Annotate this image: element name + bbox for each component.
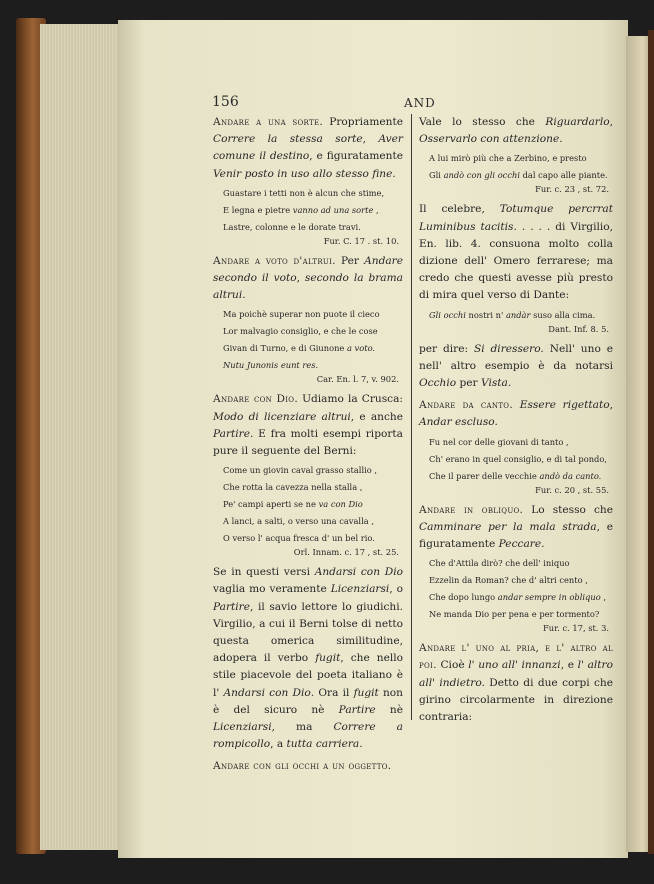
text-run: Licenziarsi: [213, 721, 272, 734]
text-run: Fur. c. 17, st. 3.: [543, 623, 609, 634]
text-run: , e figuratamente: [419, 520, 613, 551]
citation-reference: [213, 235, 399, 248]
dictionary-paragraph: [419, 201, 613, 304]
text-run: Occhio: [419, 377, 457, 390]
text-run: Udiamo la Crusca:: [298, 393, 403, 406]
text-run: l' altro all' indietro.: [419, 659, 613, 689]
dictionary-paragraph: [213, 564, 403, 753]
quotation-line: [223, 463, 403, 477]
text-run: Che dopo lungo: [429, 592, 498, 603]
text-run: Partire: [338, 703, 376, 716]
text-run: l' uno all' innanzi: [468, 659, 561, 672]
text-run: Per: [335, 254, 365, 267]
text-run: Detto di due corpi che girino circolarmente in direzione contraria:: [419, 676, 613, 724]
text-run: Partire: [213, 600, 251, 613]
text-run: Il celebre,: [419, 203, 500, 216]
text-run: Se in questi versi: [213, 566, 315, 579]
text-run: Fur. c. 23 , st. 72.: [535, 184, 609, 195]
text-run: fugit: [353, 686, 379, 699]
column-divider: [411, 114, 412, 720]
text-run: Che il parer delle vecchie: [429, 470, 540, 481]
quotation-line: [429, 151, 613, 165]
text-run: Car. En. l. 7, v. 902.: [316, 374, 399, 385]
quotation-line: [429, 452, 613, 466]
text-run: Correre a rompicollo: [213, 721, 404, 751]
text-run: Venir posto in uso allo stesso fine.: [213, 167, 396, 180]
text-run: per: [456, 377, 481, 390]
text-run: Gli: [429, 170, 444, 181]
text-run: Lastre, colonne e le dorate travi.: [223, 221, 361, 232]
text-run: nostri n': [465, 309, 506, 320]
entry-headword: Andare da canto.: [419, 399, 514, 412]
quotation-line: [223, 497, 403, 511]
text-run: Partire: [213, 427, 251, 440]
text-run: Gli occhi: [429, 309, 466, 320]
text-run: Ch' erano in quel consiglio, e di tal pondo,: [429, 453, 607, 464]
text-run: , a: [270, 738, 287, 751]
entry-headword: Andare in obliquo.: [419, 503, 524, 516]
left-column: [213, 114, 403, 776]
text-run: E legna e pietre: [223, 204, 293, 215]
entry-headword: Andare a voto d'altrui.: [213, 254, 336, 267]
quotation-line: [429, 168, 613, 182]
text-run: nè: [375, 703, 403, 716]
quotation-line: [223, 531, 403, 545]
citation-reference: [213, 546, 399, 559]
text-run: , e figuratamente: [309, 150, 403, 163]
citation-reference: [419, 484, 609, 497]
text-run: Modo di licenziare altrui: [213, 410, 351, 423]
text-run: Andarsi con Dio: [223, 686, 311, 699]
entry-headword: Andare l' uno al pria, e l' altro al poi.: [419, 642, 613, 672]
text-run: [513, 399, 520, 411]
citation-reference: [419, 323, 609, 336]
text-run: andò con gli occhi: [443, 170, 520, 181]
dictionary-paragraph: [419, 397, 613, 431]
text-run: Andarsi con Dio: [314, 566, 403, 579]
text-run: Correre la stessa sorte: [213, 133, 363, 146]
entry-headword: Andare con gli occhi a un oggetto.: [213, 760, 392, 773]
text-run: Lo stesso che: [523, 503, 613, 516]
text-run: suso alla cima.: [530, 309, 596, 320]
quotation-line: [223, 203, 403, 217]
entry-headword: Andare a una sorte.: [213, 116, 324, 128]
text-run: Ma poichè superar non puote il cieco: [223, 309, 380, 320]
text-run: . Ora il: [310, 686, 354, 699]
text-run: andò da canto.: [539, 470, 602, 481]
text-run: Andar escluso.: [419, 416, 498, 429]
text-run: Licenziarsi: [330, 583, 390, 596]
quotation-line: [429, 469, 613, 483]
text-run: Si diressero.: [473, 342, 544, 355]
text-run: Ne manda Dio per pena e per tormento?: [429, 609, 600, 620]
running-head: AND: [404, 96, 436, 110]
text-run: Osservarlo con attenzione.: [419, 133, 563, 146]
quotation-line: [223, 514, 403, 528]
text-run: ,: [373, 204, 379, 215]
dictionary-paragraph: [213, 758, 403, 775]
text-run: tutta carriera.: [286, 738, 363, 751]
text-run: Fur. c. 20 , st. 55.: [535, 484, 609, 495]
text-run: Propriamente: [323, 116, 403, 128]
text-run: vaglia mo veramente: [213, 583, 331, 596]
citation-reference: [419, 622, 609, 635]
text-run: A lanci, a salti, o verso una cavalla ,: [223, 516, 374, 527]
quotation-line: [223, 220, 403, 234]
text-run: Fur. C. 17 . st. 10.: [323, 235, 399, 246]
quotation-line: [223, 324, 403, 338]
right-column: [419, 114, 613, 726]
text-run: va con Dio: [318, 499, 363, 510]
quotation-line: [223, 480, 403, 494]
entry-headword: Andare con Dio.: [213, 393, 299, 406]
text-run: Lor malvagio consiglio, e che le cose: [223, 326, 378, 337]
text-run: Cioè: [436, 659, 469, 672]
text-run: per dire:: [419, 342, 474, 355]
text-run: secondo la brama altrui.: [213, 272, 403, 302]
text-run: , che nello stile piacevole del poeta italiano è l': [213, 652, 404, 699]
text-run: , ma: [271, 721, 334, 734]
dictionary-paragraph: [213, 391, 403, 460]
dictionary-paragraph: [419, 502, 613, 554]
quotation-line: [223, 358, 403, 372]
text-run: dal capo alle piante.: [519, 170, 608, 181]
citation-reference: [213, 373, 399, 386]
text-run: Orl. Innam. c. 17 , st. 25.: [293, 547, 399, 558]
quotation-line: [429, 607, 613, 621]
quotation-line: [223, 186, 403, 200]
text-run: Come un giovin caval grasso stallio ,: [223, 465, 378, 476]
text-run: di Virgilio, En. lib. 4. consuona molto colla dizione dell' Omero ferrarese; ma credo che questi avesse più presto di mira quel verso di Dante:: [419, 220, 614, 302]
text-run: O verso l' acqua fresca d' un bel rio.: [223, 533, 375, 544]
text-run: ,: [600, 592, 606, 603]
text-run: Ezzelin da Roman? che d' altri cento ,: [429, 575, 588, 586]
text-run: non è del sicuro nè: [213, 686, 404, 716]
page-number: 156: [212, 94, 239, 110]
text-run: Nutu Junonis eunt res.: [223, 360, 319, 371]
text-run: Givan di Turno, e di Giunone: [223, 343, 347, 354]
citation-reference: [419, 183, 609, 196]
quotation-line: [429, 435, 613, 449]
dictionary-paragraph: [419, 640, 613, 726]
dictionary-paragraph: [419, 114, 613, 148]
text-run: Dant. Inf. 8. 5.: [548, 323, 609, 334]
quotation-line: [429, 573, 613, 587]
text-run: ,: [296, 272, 305, 285]
text-run: , il savio lettore lo giudichi. Virgilio, a cui il Berni tolse di netto questa omerica similitudine, adopera il verbo: [213, 600, 403, 665]
text-run: Pe' campi aperti se ne: [223, 499, 319, 510]
dictionary-paragraph: [419, 341, 613, 393]
text-run: ,: [609, 399, 614, 412]
text-run: Riguardarlo: [545, 116, 610, 128]
text-run: , e anche: [350, 410, 403, 423]
text-run: Aver comune il destino: [213, 133, 403, 163]
text-run: . E fra molti esempi riporta pure il seguente del Berni:: [213, 427, 403, 458]
text-run: Guastare i tetti non è alcun che stime,: [223, 187, 385, 198]
text-run: Vista.: [481, 377, 512, 390]
text-run: Che rotta la cavezza nella stalla ,: [223, 482, 363, 493]
text-run: Peccare.: [498, 538, 545, 551]
quotation-line: [429, 556, 613, 570]
text-run: andar sempre in obliquo: [497, 592, 601, 603]
right-cover-edge: [648, 30, 654, 854]
text-run: Vale lo stesso che: [419, 116, 546, 128]
text-run: Camminare per la mala strada: [419, 520, 597, 533]
text-run: Nell' uno e nell' altro esempio è da notarsi: [419, 342, 613, 372]
text-run: Che d'Attila dirò? che dell' iniquo: [429, 558, 570, 569]
text-run: Fu nel cor delle giovani di tanto ,: [429, 436, 569, 447]
quotation-line: [429, 590, 613, 604]
text-run: ,: [609, 116, 613, 128]
text-run: A lui mirò più che a Zerbino, e presto: [429, 153, 587, 164]
text-run: fugit: [315, 652, 341, 665]
dictionary-paragraph: [213, 114, 403, 183]
quotation-line: [429, 308, 613, 322]
quotation-line: [223, 307, 403, 321]
text-run: , e: [560, 659, 578, 672]
quotation-line: [223, 341, 403, 355]
text-run: Andare secondo il voto: [213, 254, 403, 285]
dictionary-paragraph: [213, 253, 403, 305]
text-run: Totumque percrrat Luminibus tacitis. . . . .: [419, 203, 613, 233]
text-run: Essere rigettato: [519, 399, 610, 412]
text-run: vanno ad una sorte: [292, 204, 374, 215]
text-run: , o: [389, 583, 403, 596]
text-run: ,: [362, 133, 379, 146]
text-run: a voto.: [346, 343, 376, 354]
text-run: andàr: [505, 309, 531, 320]
